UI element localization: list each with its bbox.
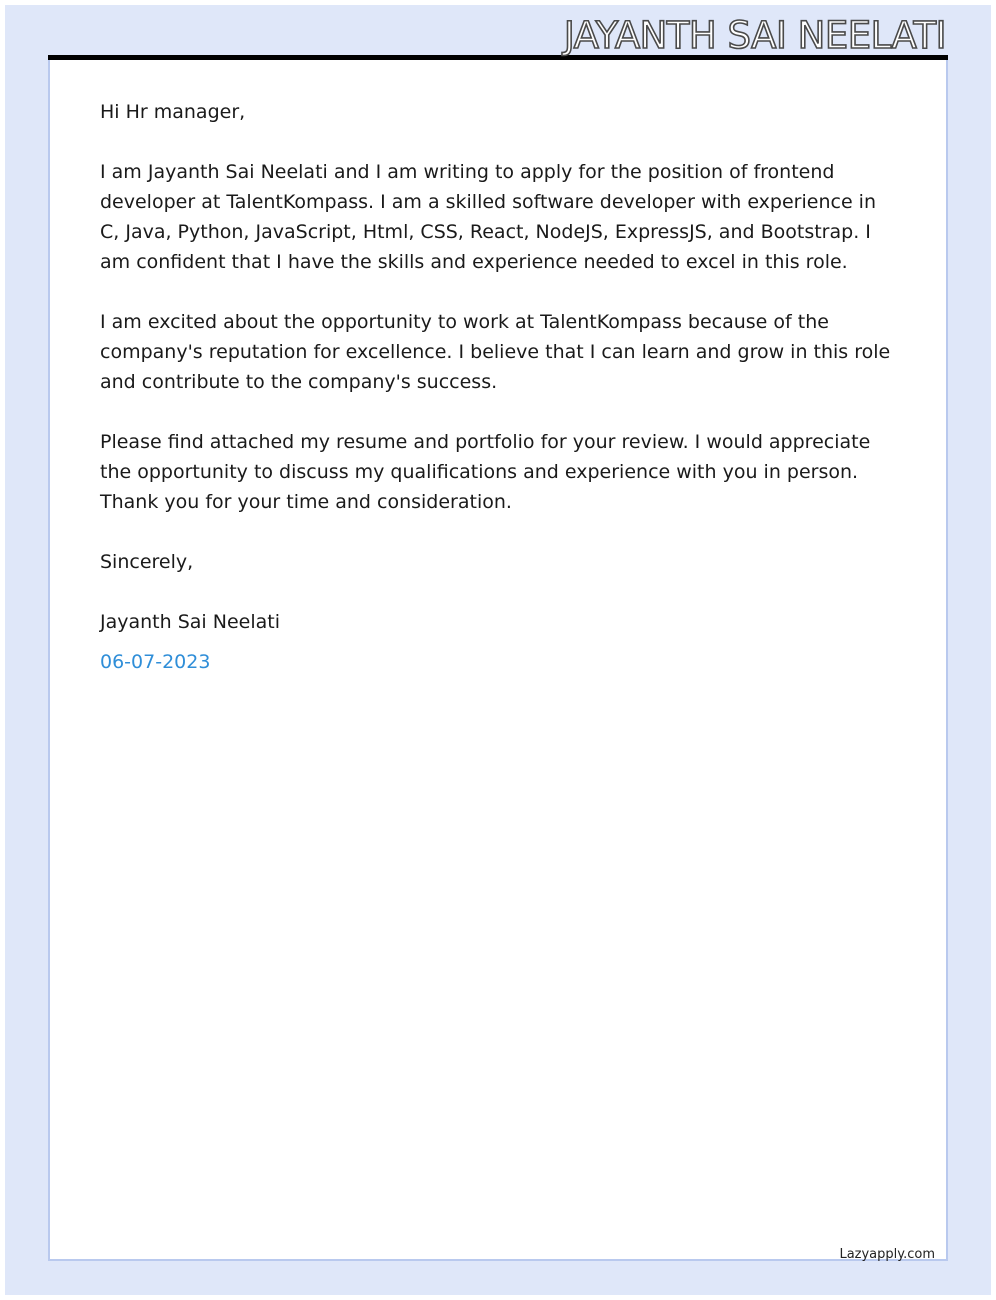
letter-closing: Sincerely, — [100, 551, 194, 573]
cover-letter-body — [100, 97, 900, 677]
letter-greeting: Hi Hr manager, — [100, 101, 246, 123]
letter-signature: Jayanth Sai Neelati — [100, 611, 280, 633]
letter-date: 06-07-2023 — [100, 651, 211, 673]
letter-paragraph-intro: I am Jayanth Sai Neelati and I am writing to apply for the position of frontend developer at TalentKompass. I am a skilled software developer with experience in C, Java, Python, JavaScript, Html, CSS, React, NodeJS, ExpressJS, and Bootstrap. I am confident that I have the skills and experience needed to excel in this role. — [100, 161, 876, 273]
footer-brand: Lazyapply.com — [839, 1247, 935, 1262]
letter-paragraph-motivation: I am excited about the opportunity to work at TalentKompass because of the company's reputation for excellence. I believe that I can learn and grow in this role and contribute to the company's success. — [100, 311, 891, 393]
letter-paragraph-closing-request: Please find attached my resume and portfolio for your review. I would appreciate the opportunity to discuss my qualifications and experience with you in person. Thank you for your time and consideration. — [100, 431, 871, 513]
applicant-name-heading: JAYANTH SAI NEELATI — [563, 14, 946, 57]
